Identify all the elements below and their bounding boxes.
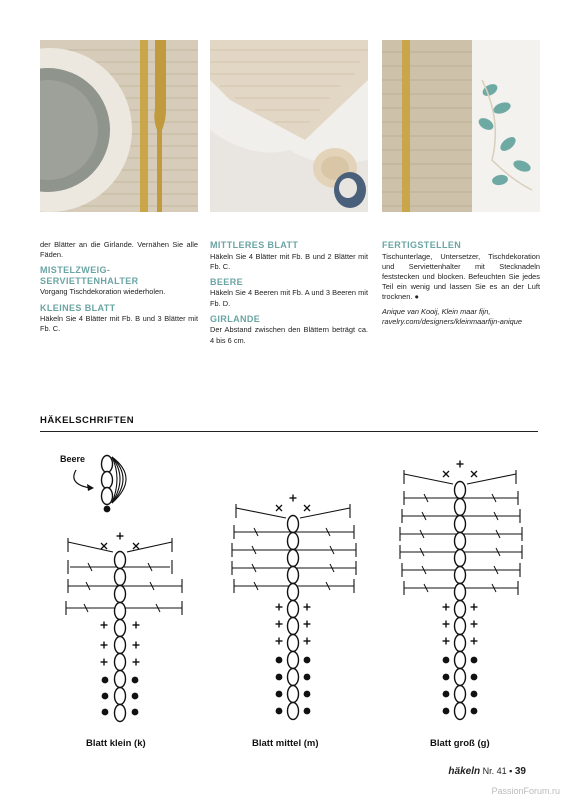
caption-blatt-mittel: Blatt mittel (m) (252, 738, 319, 749)
heading-mittleres-blatt: MITTLERES BLATT (210, 240, 299, 250)
text-girlande: Der Abstand zwischen den Blättern beträgt ca. 4 bis 6 cm. (210, 325, 368, 345)
text-mistelzweig: Vorgang Tischdekoration wiederholen. (40, 287, 166, 297)
heading-kleines-blatt: KLEINES BLATT (40, 302, 116, 313)
magazine-brand: häkeln (448, 766, 481, 777)
credit-url: ravelry.com/designers/kleinmaarfijn-anique (382, 316, 522, 326)
text-fertigstellen: Tischunterlage, Untersetzer, Tischdekoration und Serviettenhalter mit Stecknadeln feststecken und blocken. Befeuchten Sie jedes Teil ein wenig und lassen Sie es an der Luft trocknen. ● (382, 251, 540, 302)
diagram-blatt-klein (66, 533, 182, 722)
designer-credit (382, 307, 540, 327)
issue-number: Nr. 41 (482, 766, 507, 776)
photo-napkin-holder-leaves-image (382, 40, 540, 212)
credit-name: Anique van Kooij, Klein maar fijn, (382, 306, 491, 316)
section-divider (40, 431, 538, 432)
text-column-1 (40, 240, 198, 339)
heading-mistelzweig: MISTELZWEIG-SERVIETTENHALTER (40, 265, 139, 286)
text-beere: Häkeln Sie 4 Beeren mit Fb. A und 3 Beeren mit Fb. D. (210, 288, 368, 308)
diagram-beere (60, 454, 126, 512)
page-number: 39 (514, 766, 526, 777)
text-kleines-blatt: Häkeln Sie 4 Blätter mit Fb. B und 3 Blätter mit Fb. C. (40, 314, 198, 334)
photo-folded-napkin-yarn-image (210, 40, 368, 212)
caption-blatt-gross: Blatt groß (g) (430, 738, 490, 749)
photo-placemat-plate-cutlery-image (40, 40, 198, 212)
text-column-3 (382, 240, 540, 331)
diagram-blatt-mittel (232, 495, 356, 720)
heading-fertigstellen: FERTIGSTELLEN (382, 240, 462, 250)
heading-beere: BEERE (210, 276, 244, 287)
beere-label: Beere (60, 454, 86, 464)
heading-girlande: GIRLANDE (210, 313, 261, 324)
photo-placemat-plate-cutlery (40, 40, 198, 212)
diagram-blatt-gross (400, 461, 522, 720)
photo-folded-napkin-yarn (210, 40, 368, 212)
photo-napkin-holder-leaves (382, 40, 540, 212)
text-column-2 (210, 240, 368, 350)
crochet-diagrams (0, 440, 566, 740)
caption-blatt-klein: Blatt klein (k) (86, 738, 146, 749)
intro-text: der Blätter an die Girlande. Vernähen Sie alle Fäden. (40, 240, 198, 260)
text-mittleres-blatt: Häkeln Sie 4 Blätter mit Fb. B und 2 Blätter mit Fb. C. (210, 251, 368, 271)
page-footer (448, 766, 526, 777)
section-title: HÄKELSCHRIFTEN (40, 415, 135, 426)
watermark: PassionForum.ru (491, 786, 560, 796)
footer-separator: ▪ (509, 766, 513, 776)
